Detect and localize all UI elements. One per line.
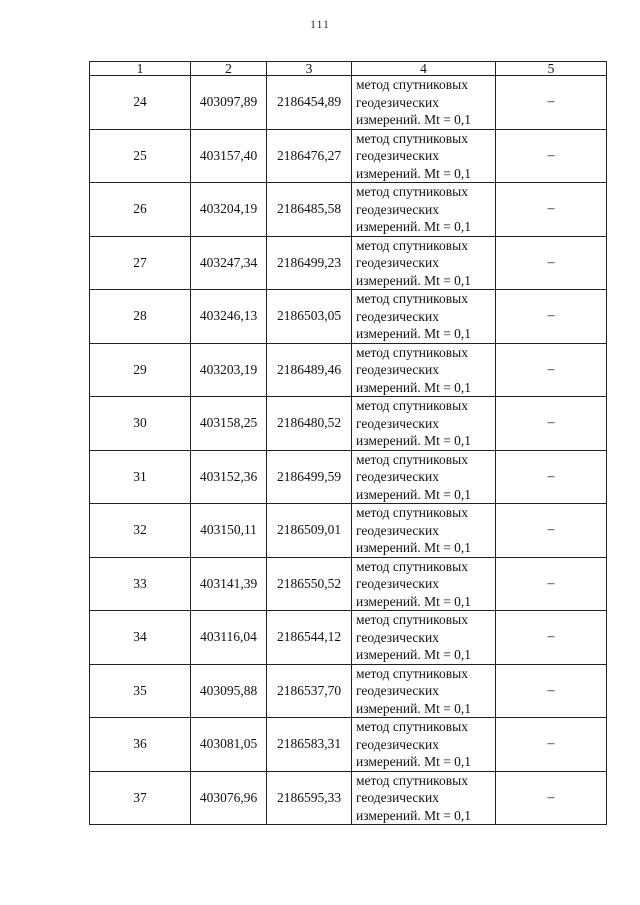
column-header: 3 bbox=[267, 62, 352, 76]
method-line: метод спутниковых bbox=[356, 237, 468, 253]
table-row bbox=[90, 450, 607, 504]
table-row bbox=[90, 236, 607, 290]
method-line: геодезических bbox=[356, 415, 439, 431]
x-coordinate-cell: 403152,36 bbox=[191, 450, 267, 504]
note-cell: – bbox=[496, 504, 607, 558]
x-coordinate-cell: 403246,13 bbox=[191, 290, 267, 344]
y-coordinate-cell: 2186544,12 bbox=[267, 611, 352, 665]
point-number-cell: 34 bbox=[90, 611, 191, 665]
note-cell: – bbox=[496, 183, 607, 237]
method-line: метод спутниковых bbox=[356, 558, 468, 574]
method-line: геодезических bbox=[356, 683, 439, 698]
y-coordinate-cell: 2186595,33 bbox=[267, 771, 352, 825]
method-cell bbox=[352, 504, 496, 558]
point-number-cell: 36 bbox=[90, 718, 191, 772]
note-cell: – bbox=[496, 290, 607, 344]
x-coordinate-cell: 403116,04 bbox=[191, 611, 267, 665]
x-coordinate-cell: 403141,39 bbox=[191, 557, 267, 611]
note-cell: – bbox=[496, 129, 607, 183]
method-cell bbox=[352, 76, 496, 130]
y-coordinate-cell: 2186480,52 bbox=[267, 397, 352, 451]
method-line: геодезических bbox=[356, 201, 439, 217]
x-coordinate-cell: 403203,19 bbox=[191, 343, 267, 397]
column-header: 4 bbox=[352, 62, 496, 76]
method-cell bbox=[352, 397, 496, 451]
y-coordinate-cell: 2186476,27 bbox=[267, 129, 352, 183]
method-line: геодезических bbox=[356, 736, 439, 752]
table-row bbox=[90, 664, 607, 718]
method-line: геодезических bbox=[356, 148, 439, 163]
method-line: метод спутниковых bbox=[356, 612, 468, 627]
point-number-cell: 31 bbox=[90, 450, 191, 504]
method-line: измерений. Mt = 0,1 bbox=[356, 326, 472, 341]
method-line: геодезических bbox=[356, 629, 439, 645]
page-number: 111 bbox=[309, 17, 331, 31]
point-number-cell: 32 bbox=[90, 504, 191, 558]
note-cell: – bbox=[496, 771, 607, 825]
method-line: метод спутниковых bbox=[356, 344, 468, 360]
point-number-cell: 25 bbox=[90, 129, 191, 183]
note-cell: – bbox=[496, 236, 607, 290]
x-coordinate-cell: 403095,88 bbox=[191, 664, 267, 718]
method-line: геодезических bbox=[356, 522, 439, 538]
point-number-cell: 37 bbox=[90, 771, 191, 825]
method-cell bbox=[352, 771, 496, 825]
table-row bbox=[90, 76, 607, 130]
point-number-cell: 35 bbox=[90, 664, 191, 718]
y-coordinate-cell: 2186499,59 bbox=[267, 450, 352, 504]
note-cell: – bbox=[496, 76, 607, 130]
method-line: измерений. Mt = 0,1 bbox=[356, 486, 472, 502]
column-header: 1 bbox=[90, 62, 191, 76]
method-line: измерений. Mt = 0,1 bbox=[356, 433, 472, 448]
point-number-cell: 26 bbox=[90, 183, 191, 237]
note-cell: – bbox=[496, 611, 607, 665]
method-line: метод спутниковых bbox=[356, 291, 468, 306]
table-row bbox=[90, 397, 607, 451]
method-line: измерений. Mt = 0,1 bbox=[356, 165, 472, 181]
method-line: метод спутниковых bbox=[356, 719, 468, 734]
method-line: измерений. Mt = 0,1 bbox=[356, 807, 472, 823]
method-cell bbox=[352, 343, 496, 397]
method-cell bbox=[352, 290, 496, 344]
method-line: метод спутниковых bbox=[356, 772, 468, 788]
y-coordinate-cell: 2186454,89 bbox=[267, 76, 352, 130]
x-coordinate-cell: 403081,05 bbox=[191, 718, 267, 772]
method-line: геодезических bbox=[356, 576, 439, 591]
point-number-cell: 33 bbox=[90, 557, 191, 611]
note-cell: – bbox=[496, 557, 607, 611]
table-row bbox=[90, 129, 607, 183]
method-cell bbox=[352, 450, 496, 504]
table-row bbox=[90, 718, 607, 772]
table-header-row bbox=[90, 62, 607, 76]
method-line: метод спутниковых bbox=[356, 665, 468, 681]
note-cell: – bbox=[496, 397, 607, 451]
y-coordinate-cell: 2186489,46 bbox=[267, 343, 352, 397]
table-row bbox=[90, 183, 607, 237]
method-line: геодезических bbox=[356, 469, 439, 484]
note-cell: – bbox=[496, 450, 607, 504]
method-line: измерений. Mt = 0,1 bbox=[356, 593, 472, 609]
point-number-cell: 28 bbox=[90, 290, 191, 344]
method-cell bbox=[352, 664, 496, 718]
y-coordinate-cell: 2186583,31 bbox=[267, 718, 352, 772]
y-coordinate-cell: 2186485,58 bbox=[267, 183, 352, 237]
y-coordinate-cell: 2186499,23 bbox=[267, 236, 352, 290]
method-line: измерений. Mt = 0,1 bbox=[356, 219, 472, 234]
method-line: метод спутниковых bbox=[356, 184, 468, 199]
method-line: геодезических bbox=[356, 790, 439, 805]
method-cell bbox=[352, 611, 496, 665]
method-cell bbox=[352, 557, 496, 611]
method-line: метод спутниковых bbox=[356, 398, 468, 413]
method-cell bbox=[352, 129, 496, 183]
coordinates-table bbox=[89, 61, 607, 825]
table-row bbox=[90, 343, 607, 397]
table-row bbox=[90, 557, 607, 611]
method-line: геодезических bbox=[356, 94, 439, 110]
x-coordinate-cell: 403150,11 bbox=[191, 504, 267, 558]
method-line: метод спутниковых bbox=[356, 505, 468, 520]
method-line: геодезических bbox=[356, 255, 439, 270]
method-line: геодезических bbox=[356, 308, 439, 324]
x-coordinate-cell: 403158,25 bbox=[191, 397, 267, 451]
column-header: 5 bbox=[496, 62, 607, 76]
method-cell bbox=[352, 236, 496, 290]
table-row bbox=[90, 611, 607, 665]
x-coordinate-cell: 403247,34 bbox=[191, 236, 267, 290]
method-line: геодезических bbox=[356, 362, 439, 377]
method-cell bbox=[352, 183, 496, 237]
method-cell bbox=[352, 718, 496, 772]
method-line: измерений. Mt = 0,1 bbox=[356, 754, 472, 769]
note-cell: – bbox=[496, 718, 607, 772]
method-line: метод спутниковых bbox=[356, 451, 468, 467]
x-coordinate-cell: 403204,19 bbox=[191, 183, 267, 237]
table-row bbox=[90, 290, 607, 344]
point-number-cell: 30 bbox=[90, 397, 191, 451]
method-line: измерений. Mt = 0,1 bbox=[356, 540, 472, 555]
y-coordinate-cell: 2186503,05 bbox=[267, 290, 352, 344]
method-line: метод спутниковых bbox=[356, 130, 468, 146]
method-line: измерений. Mt = 0,1 bbox=[356, 112, 472, 127]
table-row bbox=[90, 771, 607, 825]
note-cell: – bbox=[496, 664, 607, 718]
method-line: метод спутниковых bbox=[356, 77, 468, 92]
point-number-cell: 27 bbox=[90, 236, 191, 290]
method-line: измерений. Mt = 0,1 bbox=[356, 700, 472, 716]
y-coordinate-cell: 2186537,70 bbox=[267, 664, 352, 718]
column-header: 2 bbox=[191, 62, 267, 76]
method-line: измерений. Mt = 0,1 bbox=[356, 647, 472, 662]
y-coordinate-cell: 2186509,01 bbox=[267, 504, 352, 558]
table-row bbox=[90, 504, 607, 558]
y-coordinate-cell: 2186550,52 bbox=[267, 557, 352, 611]
x-coordinate-cell: 403076,96 bbox=[191, 771, 267, 825]
x-coordinate-cell: 403157,40 bbox=[191, 129, 267, 183]
note-cell: – bbox=[496, 343, 607, 397]
point-number-cell: 24 bbox=[90, 76, 191, 130]
x-coordinate-cell: 403097,89 bbox=[191, 76, 267, 130]
point-number-cell: 29 bbox=[90, 343, 191, 397]
method-line: измерений. Mt = 0,1 bbox=[356, 379, 472, 395]
method-line: измерений. Mt = 0,1 bbox=[356, 272, 472, 288]
